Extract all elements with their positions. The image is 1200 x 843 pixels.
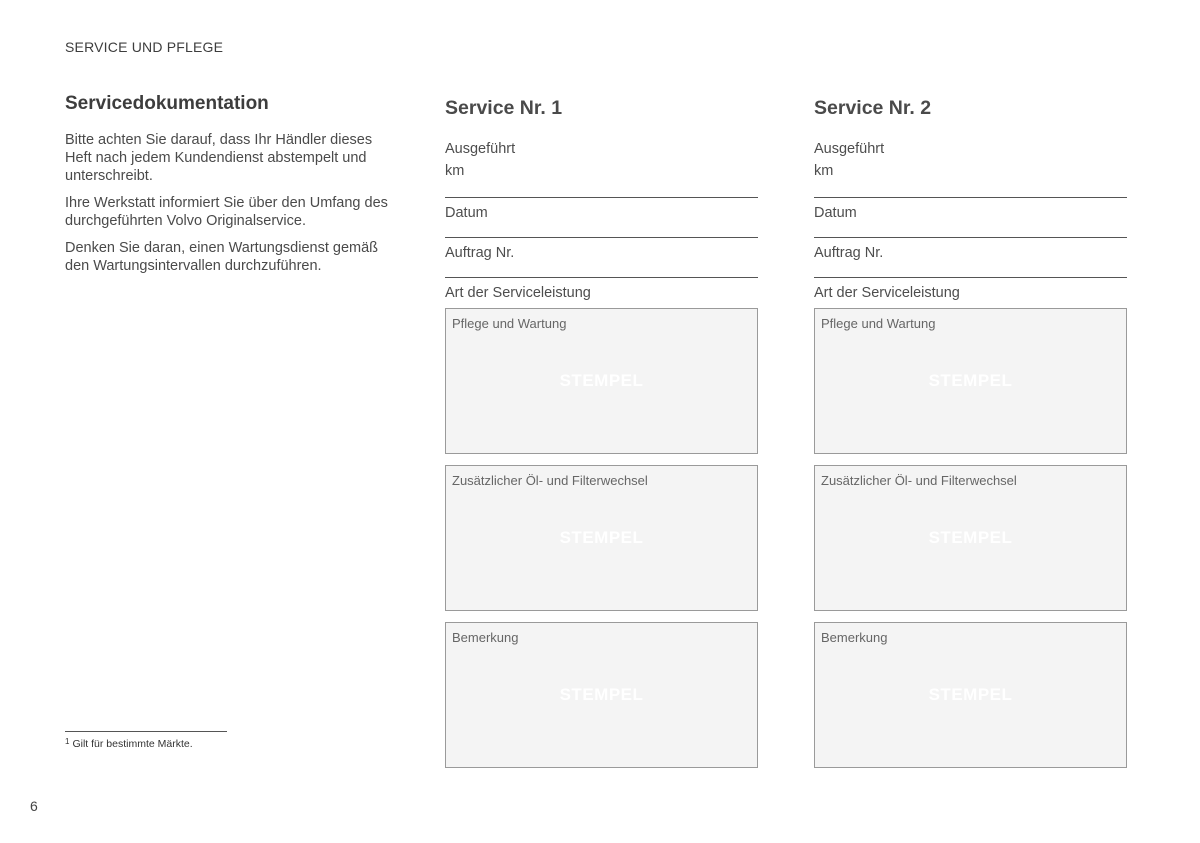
date-field[interactable] [445, 198, 758, 238]
order-number-field[interactable] [445, 238, 758, 278]
stamp-watermark: STEMPEL [928, 371, 1013, 390]
stamp-watermark: STEMPEL [559, 371, 644, 390]
footnote-text [65, 738, 227, 750]
date-label: Datum [445, 205, 488, 221]
date-field[interactable] [814, 198, 1127, 238]
date-label: Datum [814, 205, 857, 221]
service-type-heading [445, 278, 758, 308]
performed-label: Ausgeführt [814, 141, 885, 157]
footnote-divider [65, 731, 227, 732]
intro-column [65, 93, 400, 284]
stamp-box-remarks[interactable] [814, 622, 1127, 768]
stamp-box-oil-filter[interactable] [814, 465, 1127, 611]
stamp-box-label: Bemerkung [452, 630, 519, 645]
performed-km-field[interactable] [814, 136, 1127, 198]
km-label: km [814, 163, 834, 179]
footnote-body: Gilt für bestimmte Märkte. [72, 738, 193, 750]
intro-paragraph: Bitte achten Sie darauf, dass Ihr Händler dieses Heft nach jedem Kundendienst abstempelt und unterschreibt. [65, 132, 373, 184]
service-type-heading [814, 278, 1127, 308]
order-number-label: Auftrag Nr. [445, 245, 515, 261]
stamp-box-label: Pflege und Wartung [821, 316, 936, 331]
performed-label: Ausgeführt [445, 141, 516, 157]
stamp-watermark: STEMPEL [559, 528, 644, 547]
performed-km-field[interactable] [445, 136, 758, 198]
km-label: km [445, 163, 465, 179]
stamp-box-label: Bemerkung [821, 630, 888, 645]
stamp-box-remarks[interactable] [445, 622, 758, 768]
stamp-box-care-maintenance[interactable] [814, 308, 1127, 454]
footnote [65, 731, 227, 750]
page-number: 6 [30, 798, 38, 814]
page-title: Servicedokumentation [65, 93, 269, 114]
footnote-marker: 1 [65, 737, 70, 746]
order-number-label: Auftrag Nr. [814, 245, 884, 261]
intro-paragraph: Ihre Werkstatt informiert Sie über den Umfang des durchgeführten Volvo Originalservice. [65, 195, 388, 229]
service-type-label: Art der Serviceleistung [445, 285, 591, 301]
order-number-field[interactable] [814, 238, 1127, 278]
section-header: SERVICE UND PFLEGE [65, 39, 224, 55]
stamp-box-oil-filter[interactable] [445, 465, 758, 611]
stamp-watermark: STEMPEL [559, 685, 644, 704]
service-column-1 [445, 97, 758, 779]
stamp-box-label: Pflege und Wartung [452, 316, 567, 331]
stamp-box-label: Zusätzlicher Öl- und Filterwechsel [452, 473, 648, 488]
stamp-box-care-maintenance[interactable] [445, 308, 758, 454]
service-column-2 [814, 97, 1127, 779]
stamp-watermark: STEMPEL [928, 685, 1013, 704]
service-title: Service Nr. 1 [445, 97, 563, 119]
service-type-label: Art der Serviceleistung [814, 285, 960, 301]
stamp-box-label: Zusätzlicher Öl- und Filterwechsel [821, 473, 1017, 488]
stamp-watermark: STEMPEL [928, 528, 1013, 547]
service-title: Service Nr. 2 [814, 97, 932, 119]
intro-paragraph: Denken Sie daran, einen Wartungsdienst gemäß den Wartungsintervallen durchzuführen. [65, 240, 379, 274]
